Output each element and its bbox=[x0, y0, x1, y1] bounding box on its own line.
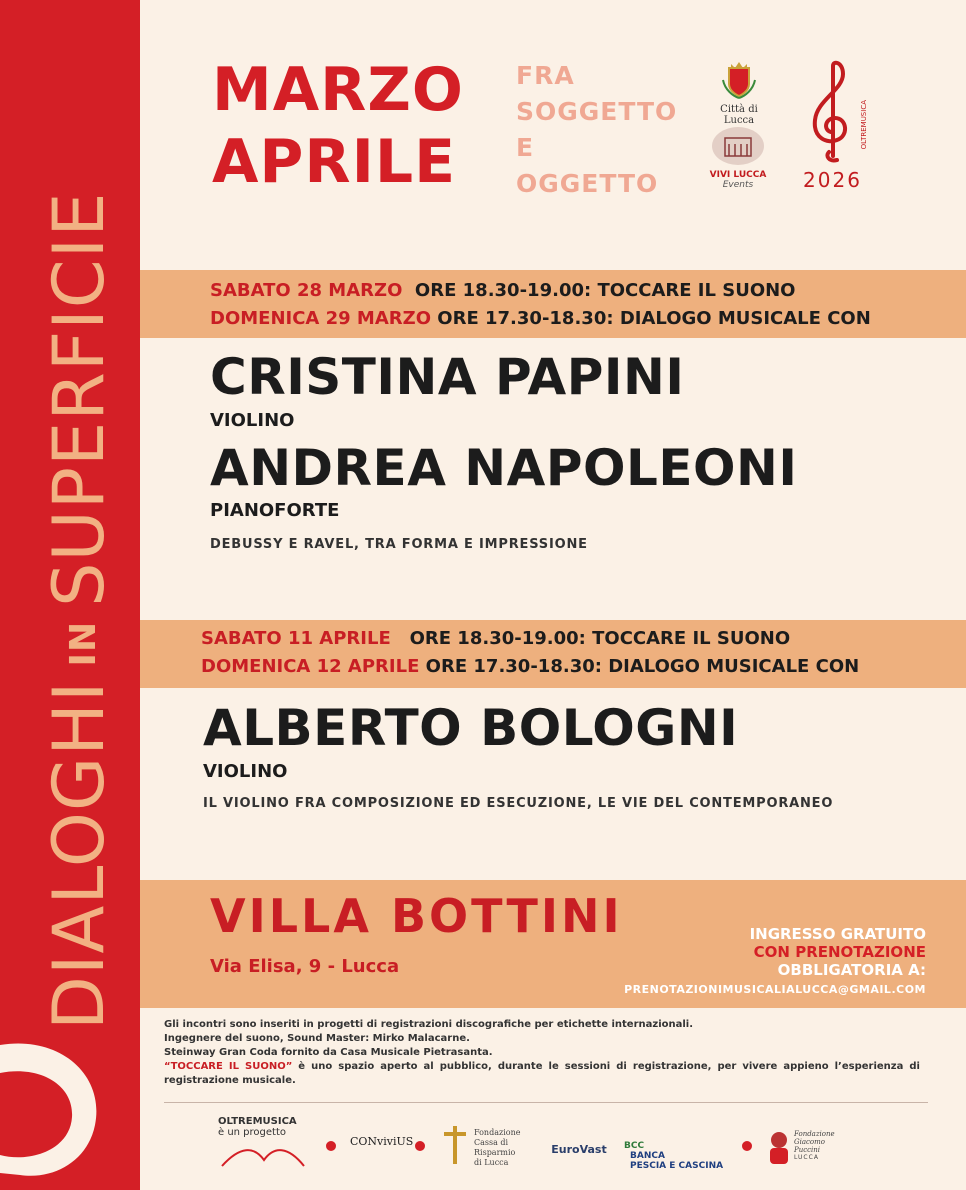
treble-clef-icon bbox=[803, 60, 863, 168]
banca-line-2: PESCIA E CASCINA bbox=[630, 1161, 724, 1171]
notes bbox=[164, 1018, 920, 1088]
event2-date-1: SABATO 11 APRILE bbox=[201, 628, 391, 649]
sponsor-oltremusica bbox=[218, 1116, 308, 1170]
months-heading bbox=[212, 54, 464, 198]
event1-date-1: SABATO 28 MARZO bbox=[210, 280, 403, 301]
event1-date-line-1 bbox=[210, 280, 796, 301]
vertical-title-part1: DIALOGHI bbox=[38, 680, 120, 1030]
vivi-logo-sub: Events bbox=[722, 180, 754, 190]
sponsor-puccini bbox=[768, 1130, 868, 1164]
ingresso-line-2: CON PRENOTAZIONE bbox=[753, 943, 926, 961]
vertical-title bbox=[38, 191, 120, 1031]
puccini-line-4: LUCCA bbox=[794, 1154, 819, 1161]
puccini-portrait-icon bbox=[768, 1130, 790, 1164]
oltremusica-vertical-text: OLTREMUSICA bbox=[860, 100, 868, 150]
fondazione-crest-icon bbox=[440, 1122, 470, 1166]
event2-time-2: ORE 17.30-18.30: DIALOGO MUSICALE CON bbox=[425, 656, 860, 677]
sponsor-oltremusica-name: OLTREMUSICA bbox=[218, 1116, 297, 1127]
vivi-logo-text: VIVI LUCCA bbox=[709, 170, 767, 180]
puccini-line-2: Giacomo bbox=[794, 1138, 825, 1146]
puccini-line-1: Fondazione bbox=[794, 1130, 835, 1138]
subtitle-line-2: SOGGETTO bbox=[516, 97, 678, 126]
decorative-curl-icon bbox=[0, 1035, 110, 1185]
fondazione-line-2: Cassa di Risparmio bbox=[474, 1138, 516, 1157]
performer-instrument: VIOLINO bbox=[210, 410, 295, 431]
sponsor-convivius bbox=[350, 1135, 414, 1148]
divider bbox=[164, 1102, 928, 1103]
month-2: APRILE bbox=[212, 127, 457, 197]
sponsor-convivius-name: CONviviUS bbox=[350, 1135, 414, 1148]
sponsor-separator-icon bbox=[415, 1141, 425, 1151]
month-1: MARZO bbox=[212, 55, 464, 125]
booking-email: PRENOTAZIONIMUSICALIALUCCA@GMAIL.COM bbox=[624, 983, 926, 996]
subtitle-line-1: FRA bbox=[516, 61, 575, 90]
sponsor-oltremusica-sub: è un progetto bbox=[218, 1127, 287, 1138]
note-line-4 bbox=[164, 1060, 920, 1088]
note-line-1: Gli incontri sono inseriti in progetti di registrazioni discografiche per etichette internazionali. bbox=[164, 1019, 694, 1030]
event2-date-line-2 bbox=[201, 656, 859, 677]
note-quote: “TOCCARE IL SUONO” bbox=[164, 1061, 293, 1072]
puccini-line-3: Puccini bbox=[794, 1146, 821, 1154]
subtitle bbox=[516, 58, 677, 202]
year: 2026 bbox=[803, 168, 862, 192]
event1-date-line-2 bbox=[210, 308, 871, 329]
note-line-2: Ingegnere del suono, Sound Master: Mirko Malacarne. bbox=[164, 1033, 470, 1044]
performer-name: ANDREA NAPOLEONI bbox=[210, 439, 798, 497]
subtitle-line-4: OGGETTO bbox=[516, 169, 659, 198]
vivi-lucca-logo bbox=[706, 126, 770, 190]
oltremusica-wave-icon bbox=[220, 1138, 306, 1168]
event2-time-1: ORE 18.30-19.00: TOCCARE IL SUONO bbox=[409, 628, 791, 649]
performer-instrument: VIOLINO bbox=[203, 761, 288, 782]
event1-time-1: ORE 18.30-19.00: TOCCARE IL SUONO bbox=[414, 280, 796, 301]
fondazione-line-3: di Lucca bbox=[474, 1158, 509, 1167]
event1-time-2: ORE 17.30-18.30: DIALOGO MUSICALE CON bbox=[437, 308, 871, 329]
citta-di-lucca-logo bbox=[707, 60, 771, 126]
subtitle-line-3: E bbox=[516, 133, 535, 162]
sponsor-separator-icon bbox=[742, 1141, 752, 1151]
event2-date-2: DOMENICA 12 APRILE bbox=[201, 656, 420, 677]
sponsor-eurovast bbox=[542, 1143, 616, 1156]
sponsor-fondazione bbox=[440, 1122, 540, 1168]
event1-date-2: DOMENICA 29 MARZO bbox=[210, 308, 431, 329]
ingresso-line-1: INGRESSO GRATUITO bbox=[749, 925, 926, 943]
sponsor-bcc bbox=[624, 1141, 734, 1171]
event2-date-line-1 bbox=[201, 628, 790, 649]
performer-name: CRISTINA PAPINI bbox=[210, 348, 685, 406]
sponsor-eurovast-name: EuroVast bbox=[551, 1143, 607, 1156]
venue-name: VILLA BOTTINI bbox=[210, 889, 623, 943]
city-crest-icon bbox=[719, 60, 759, 100]
sponsor-bcc-name: BCC bbox=[624, 1141, 645, 1151]
sponsor-separator-icon bbox=[326, 1141, 336, 1151]
event1-program: DEBUSSY E RAVEL, TRA FORMA E IMPRESSIONE bbox=[210, 537, 588, 552]
ingresso-info bbox=[750, 925, 926, 979]
vivi-lucca-icon bbox=[711, 126, 765, 166]
performer-name: ALBERTO BOLOGNI bbox=[203, 699, 739, 757]
city-logo-text: Città di Lucca bbox=[720, 104, 758, 126]
vertical-title-part2: IN bbox=[62, 620, 104, 667]
ingresso-line-3: OBBLIGATORIA A: bbox=[777, 961, 926, 979]
venue-address: Via Elisa, 9 - Lucca bbox=[210, 956, 400, 977]
vertical-title-part3: SUPERFICIE bbox=[38, 191, 120, 607]
banca-line-1: BANCA bbox=[630, 1151, 665, 1161]
performer-instrument: PIANOFORTE bbox=[210, 500, 340, 521]
note-line-3: Steinway Gran Coda fornito da Casa Musicale Pietrasanta. bbox=[164, 1047, 493, 1058]
event2-program: IL VIOLINO FRA COMPOSIZIONE ED ESECUZIONE, LE VIE DEL CONTEMPORANEO bbox=[203, 796, 834, 811]
note-rest: è uno spazio aperto al pubblico, durante le sessioni di registrazione, per vivere appieno l’esperienza di registrazione musicale. bbox=[164, 1061, 920, 1086]
fondazione-line-1: Fondazione bbox=[474, 1128, 521, 1137]
oltremusica-logo bbox=[795, 60, 870, 192]
